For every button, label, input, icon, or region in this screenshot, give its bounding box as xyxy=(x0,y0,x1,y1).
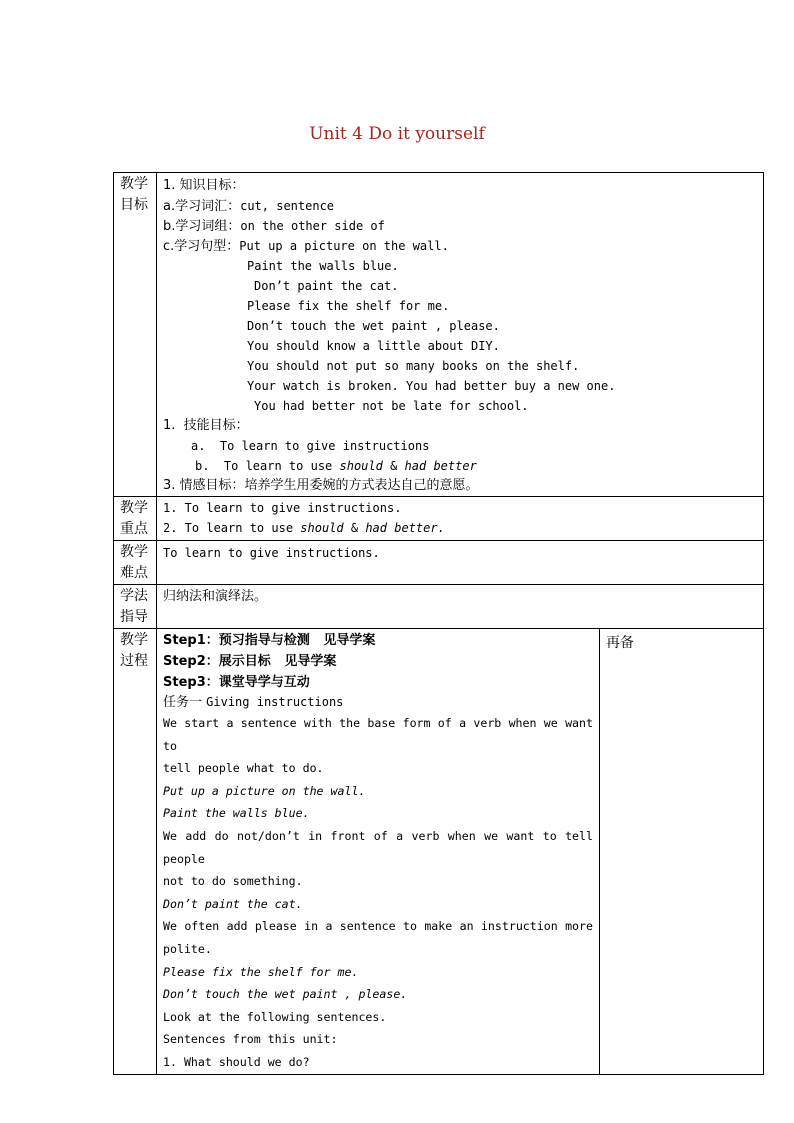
para-3-line-2: polite. xyxy=(163,941,212,956)
key-points-content xyxy=(157,497,764,541)
process-row xyxy=(114,629,764,1075)
key-point-2-should: should xyxy=(300,521,344,535)
sentence-5: You should know a little about DIY. xyxy=(247,339,500,353)
sentence-7: Your watch is broken. You had better buy a new one. xyxy=(247,379,616,393)
process-label: 教学过程 xyxy=(114,629,157,1075)
vocab-label: a.学习词汇： xyxy=(163,199,241,214)
key-point-2-had-better: had better. xyxy=(365,521,445,535)
step-3: Step3：课堂导学与互动 xyxy=(163,675,310,690)
remarks-column: 再备 xyxy=(600,629,764,1075)
para-1-line-1: We start a sentence with the base form of a verb when we want to xyxy=(163,716,593,753)
from-unit-line: Sentences from this unit: xyxy=(163,1032,338,1047)
sentence-6: You should not put so many books on the shelf. xyxy=(247,359,580,373)
objectives-content xyxy=(157,173,764,497)
page-title: Unit 4 Do it yourself xyxy=(309,124,485,144)
example-3: Don’t paint the cat. xyxy=(163,896,303,911)
key-points-label: 教学重点 xyxy=(114,497,157,541)
sentence-2: Don’t paint the cat. xyxy=(254,279,399,293)
sentence-label: c.学习句型： xyxy=(163,239,240,254)
vocab-text: cut, sentence xyxy=(240,199,335,213)
process-content xyxy=(157,629,600,1075)
method-content xyxy=(157,585,764,629)
phrase-text: on the other side of xyxy=(240,219,385,233)
para-1-line-2: tell people what to do. xyxy=(163,761,324,776)
key-point-1: 1. To learn to give instructions. xyxy=(163,501,402,515)
skill-b-prefix: b. To learn to use xyxy=(195,459,340,473)
sentence-1: Paint the walls blue. xyxy=(247,259,399,273)
example-4: Please fix the shelf for me. xyxy=(163,964,359,979)
method-label: 学法指导 xyxy=(114,585,157,629)
knowledge-heading: 1. 知识目标： xyxy=(163,178,245,193)
para-2-line-1: We add do not/don’t in front of a verb when we want to tell people xyxy=(163,828,593,866)
difficulties-label: 教学难点 xyxy=(114,541,157,585)
objectives-label: 教学目标 xyxy=(114,173,157,497)
difficulties-row xyxy=(114,541,764,585)
skill-b-amp: & xyxy=(382,459,405,473)
difficulties-content xyxy=(157,541,764,585)
example-5: Don’t touch the wet paint , please. xyxy=(163,987,408,1002)
emotion-goal: 3. 情感目标：培养学生用委婉的方式表达自己的意愿。 xyxy=(163,478,479,493)
look-line: Look at the following sentences. xyxy=(163,1009,387,1024)
difficulties-text: To learn to give instructions. xyxy=(163,546,380,560)
skill-b-had-better: had better xyxy=(404,459,477,473)
key-point-2-amp: & xyxy=(343,521,366,535)
key-points-row xyxy=(114,497,764,541)
sentence-8: You had better not be late for school. xyxy=(254,399,529,413)
objectives-row xyxy=(114,173,764,497)
task-1-title: Giving instructions xyxy=(206,695,344,709)
step-2: Step2：展示目标 见导学案 xyxy=(163,654,337,669)
example-1: Put up a picture on the wall. xyxy=(163,783,366,798)
sentence-3: Please fix the shelf for me. xyxy=(247,299,450,313)
question-1: 1. What should we do? xyxy=(163,1054,310,1069)
skill-a: a. To learn to give instructions xyxy=(191,439,430,453)
skill-heading: 1. 技能目标： xyxy=(163,418,249,433)
key-point-2-prefix: 2. To learn to use xyxy=(163,521,301,535)
step-1: Step1：预习指导与检测 见导学案 xyxy=(163,633,376,648)
sentence-0: Put up a picture on the wall. xyxy=(239,239,449,253)
example-2: Paint the walls blue. xyxy=(163,806,310,821)
skill-b-should: should xyxy=(339,459,383,473)
para-3-line-1: We often add please in a sentence to make an instruction more xyxy=(163,919,593,934)
para-2-line-2: not to do something. xyxy=(163,874,303,889)
lesson-plan-table xyxy=(113,172,764,1075)
method-row xyxy=(114,585,764,629)
sentence-4: Don’t touch the wet paint , please. xyxy=(247,319,500,333)
task-1-label: 任务一 xyxy=(163,695,207,710)
method-text: 归纳法和演绎法。 xyxy=(163,589,268,604)
phrase-label: b.学习词组： xyxy=(163,219,241,234)
